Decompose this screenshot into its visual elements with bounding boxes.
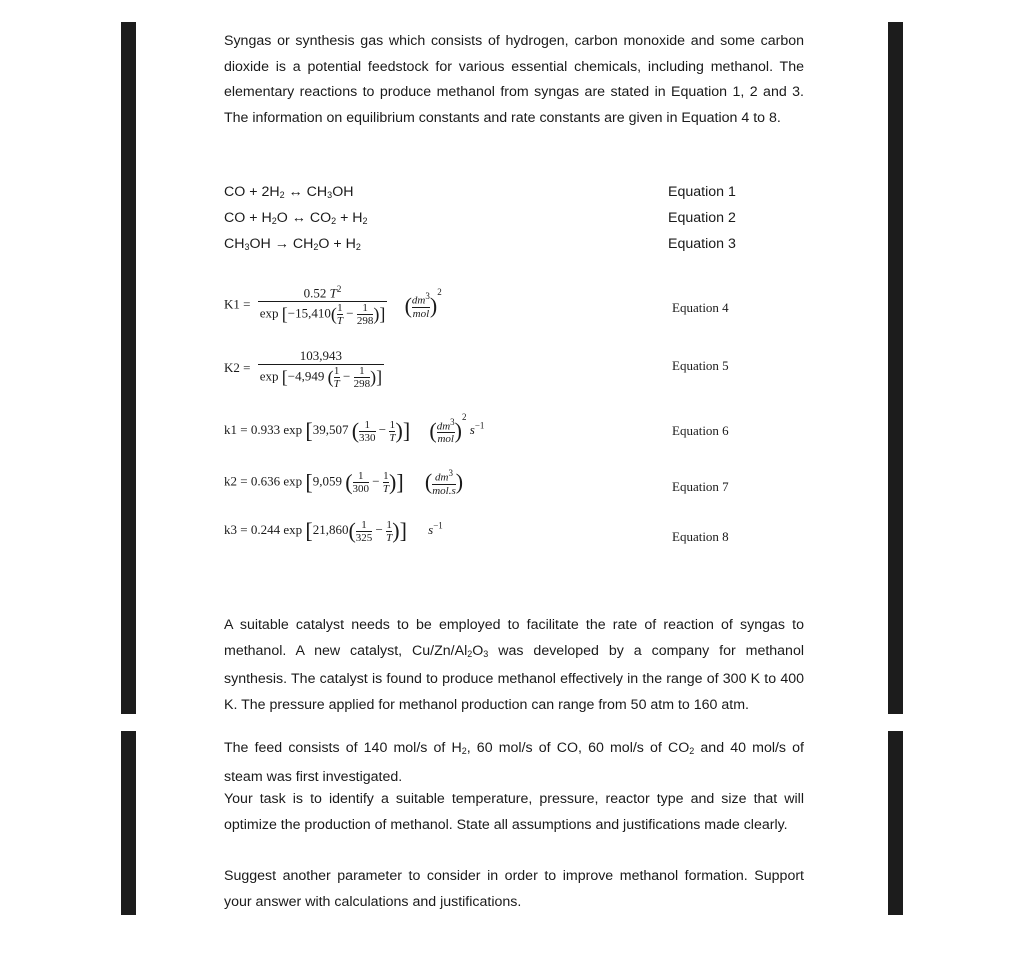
equation-4-label: Equation 4: [672, 300, 729, 315]
left-bar-bottom: [121, 731, 136, 915]
suggest-paragraph: Suggest another parameter to consider in order to improve methanol formation. Support your answer with calculations and justifications.: [224, 868, 804, 910]
right-bar-top: [888, 22, 903, 714]
reaction-2-label: Equation 2: [668, 210, 736, 226]
equation-4: K1 = 0.52 $T^2$ exp [−15,410( $\frac{1}{T}$ − $\frac{1}{298}$ )] ( $dm^3$ mol )$^2$: [224, 284, 442, 328]
equation-7-label: Equation 7: [672, 479, 729, 494]
equation-8: k3 = 0.244 exp [21,860( $\frac{1}{325}$ − $\frac{1}{T}$ )] $s^{-1}$: [224, 518, 443, 544]
intro-paragraph: Syngas or synthesis gas which consists of hydrogen, carbon monoxide and some carbon dioxide is a potential feedstock for various essential chemicals, including methanol. The elementary reactions to produce methanol from syngas are stated in Equation 1, 2 and 3. The information on equilibrium constants and rate constants are given in Equation 4 to 8.: [224, 33, 804, 126]
equation-8-label: Equation 8: [672, 529, 729, 544]
equation-7: k2 = 0.636 exp [9,059 ( $\frac{1}{300}$ − $\frac{1}{T}$ )] ( $dm^3$ mol.s ): [224, 468, 464, 497]
left-bar-top: [121, 22, 136, 714]
task-paragraph: Your task is to identify a suitable temperature, pressure, reactor type and size that will optimize the production of methanol. State all assumptions and justifications made clearly.: [224, 791, 804, 833]
equation-5: K2 = 103,943 exp [−4,949 ( $\frac{1}{T}$ − $\frac{1}{298}$ )]: [224, 348, 383, 390]
reaction-3-label: Equation 3: [668, 236, 736, 252]
catalyst-paragraph: A suitable catalyst needs to be employed to facilitate the rate of reaction of syngas to methanol. A new catalyst, $Cu/Zn/Al_2O_3$ was developed by a company for methanol synthesis. The catalyst is found to produce methanol effectively in the range of 300 K to 400 K. The pressure applied for methanol production can range from 50 atm to 160 atm.: [224, 617, 804, 713]
right-bar-bottom: [888, 731, 903, 915]
reaction-3: $CH_3OH \to CH_2O + H_2$: [224, 236, 361, 252]
equation-6-label: Equation 6: [672, 423, 729, 438]
reaction-1-label: Equation 1: [668, 184, 736, 200]
equation-5-label: Equation 5: [672, 358, 729, 373]
equation-6: k1 = 0.933 exp [39,507 ( $\frac{1}{330}$ − $\frac{1}{T}$ )] ( $dm^3$ mol )$^2$ $s^{-1}$: [224, 412, 485, 446]
reaction-2: CO + $H_2O$ ↔ $CO_2 + H_2$: [224, 210, 368, 226]
reaction-1: CO + $2H_2$ ↔ $CH_3OH$: [224, 184, 354, 200]
feed-paragraph: The feed consists of 140 mol/s of $H_2$, 60 mol/s of CO, 60 mol/s of $CO_2$ and 40 mol/s of steam was first investigated.: [224, 740, 804, 785]
